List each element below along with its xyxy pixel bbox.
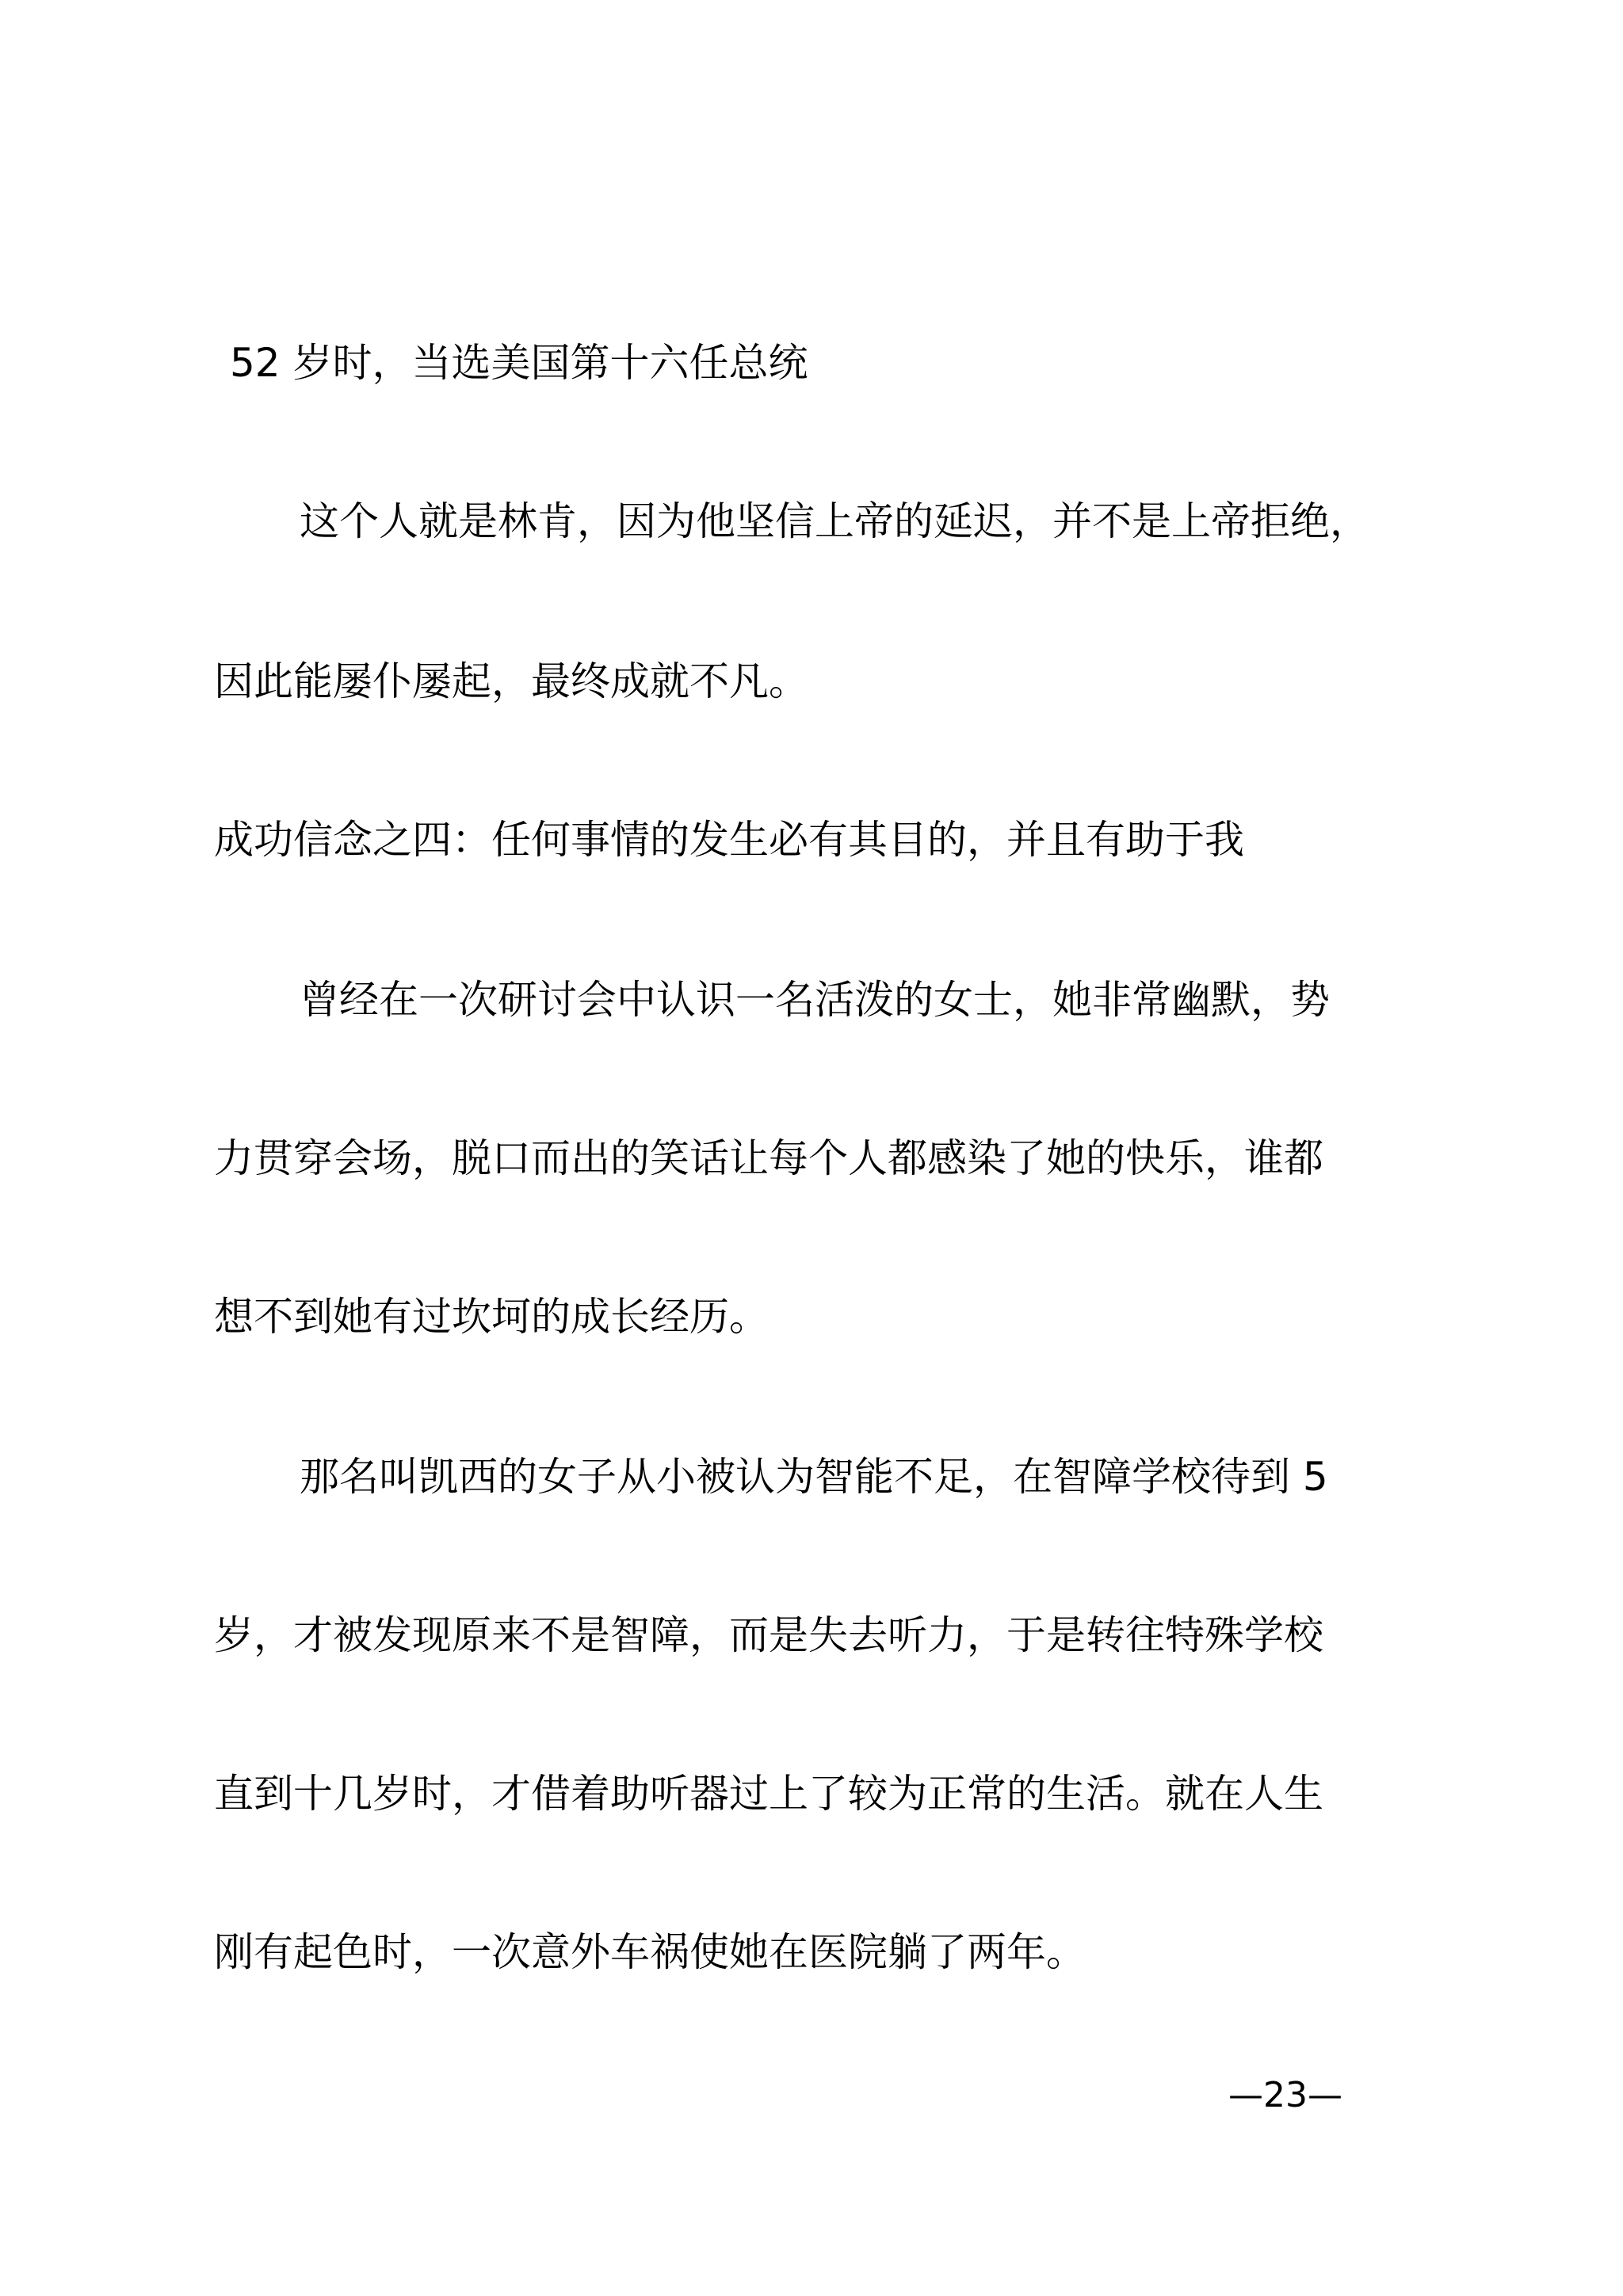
page-number: —23— [1228, 2075, 1342, 2115]
text-line-8: 那名叫凯西的女子从小被认为智能不足，在智障学校待到 5 [300, 1454, 1328, 1500]
text-line-11: 刚有起色时，一次意外车祸使她在医院躺了两年。 [214, 1929, 1086, 1975]
text-line-2: 这个人就是林肯，因为他坚信上帝的延迟，并不是上帝拒绝， [300, 498, 1369, 544]
text-line-9: 岁，才被发现原来不是智障，而是失去听力，于是转往特殊学校 [214, 1612, 1323, 1658]
text-line-10: 直到十几岁时，才借着助听器过上了较为正常的生活。就在人生 [214, 1771, 1323, 1817]
text-line-7: 想不到她有过坎坷的成长经历。 [214, 1294, 769, 1340]
section-heading: 成功信念之四：任何事情的发生必有其目的，并且有助于我 [214, 817, 1244, 863]
text-line-3: 因此能屡仆屡起，最终成就不凡。 [214, 658, 808, 704]
text-line-6: 力贯穿会场，脱口而出的笑话让每个人都感染了她的快乐，谁都 [214, 1135, 1323, 1181]
text-line-1: 52 岁时，当选美国第十六任总统 [230, 340, 808, 386]
text-line-5: 曾经在一次研讨会中认识一名活泼的女士，她非常幽默，势 [300, 977, 1330, 1023]
